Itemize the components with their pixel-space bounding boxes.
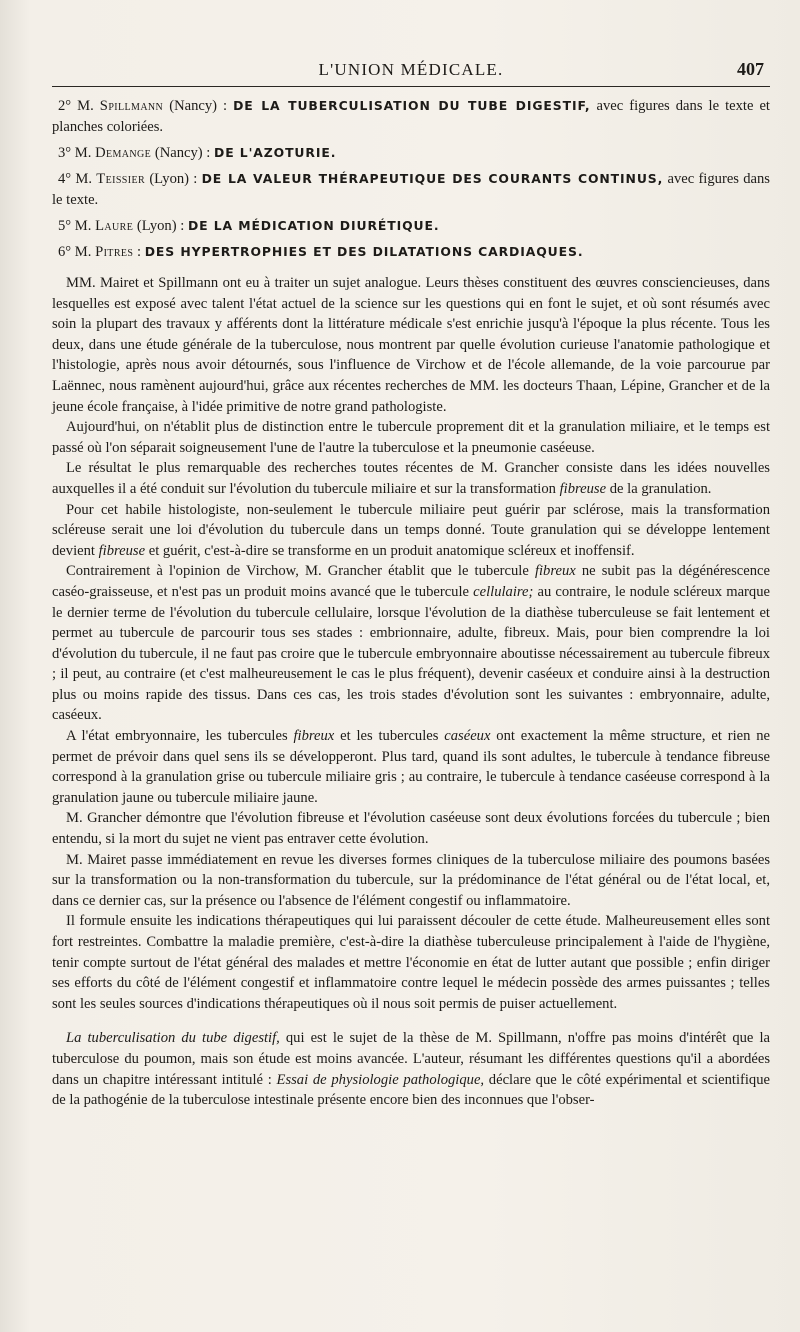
thesis-item-2 [52, 95, 770, 138]
paragraph [52, 500, 770, 562]
thesis-author: Pitres [95, 244, 134, 260]
thesis-place: (Lyon) : [136, 218, 185, 234]
text-run: ont exactement la même structure, et rien ne permet de prévoir dans quel sens ils se développeront. Plus tard, quand ils sont adultes, le tubercule à tendance fibreuse correspond à la granulation grise ou tubercule miliaire gris ; au contraire, le tubercule à tendance caséeuse correspond à la granulation jaune ou tubercule miliaire jaune. [52, 728, 770, 806]
paragraph: MM. Mairet et Spillmann ont eu à traiter un sujet analogue. Leurs thèses constituent des œuvres consciencieuses, dans lesquelles est exposé avec talent l'état actuel de la science sur les questions qui en font le sujet, et où sont résumés avec soin la plupart des travaux y afférents dont la littérature médicale s'est enrichie jusqu'à l'époque la plus récente. Tous les deux, dans une étude générale de la tuberculose, nous montrent par quelle évolution curieuse l'anatomie pathologique et l'histologie, après nous avoir détournés, sous l'influence de Virchow et de l'école allemande, de la voie parcourue par Laënnec, nous ramènent aujourd'hui, grâce aux récentes recherches de MM. les docteurs Thaan, Lépine, Grancher et de la jeune école française, à l'idée primitive de notre grand pathologiste. [52, 275, 770, 415]
thesis-note: avec figures dans le texte et planches coloriées. [52, 98, 770, 135]
thesis-author: Spillmann [99, 98, 164, 114]
thesis-title: DE LA VALEUR THÉRAPEUTIQUE DES COURANTS CONTINUS, [201, 171, 664, 186]
thesis-title: DE LA MÉDICATION DIURÉTIQUE. [187, 218, 440, 233]
thesis-author: Teissier [96, 171, 146, 187]
thesis-item-4 [52, 168, 770, 211]
italic-term: caséeux [444, 728, 491, 745]
paragraph [52, 1028, 770, 1110]
text-run: au contraire, le nodule scléreux marque le dernier terme de l'évolution du tubercule cellulaire, lorsque l'évolution de la diathèse tuberculeuse se fait lentement et permet au tubercule de parcourir tous ses stades : embrionnaire, adulte, fibreux. Mais, pour bien comprendre la loi d'évolution du tubercule, il ne faut pas croire que le tubercule embryonnaire aboutisse nécessairement au tubercule fibreux ; il peut, au contraire (et c'est malheureusement le cas le plus fréquent), devenir caséeux et conduire ainsi à la destruction plus ou moins rapide des tissus. Dans ces cas, les trois stades d'évolution sont les suivantes : embryonnaire, adulte, caséeux. [52, 583, 770, 724]
italic-term: La tuberculisation du tube digestif, [66, 1030, 280, 1047]
thesis-title: DE L'AZOTURIE. [214, 145, 337, 160]
thesis-number: 2° M. [58, 98, 94, 114]
thesis-item-6 [52, 241, 770, 263]
italic-term: fibreux [293, 728, 335, 745]
paragraph: Il formule ensuite les indications thérapeutiques qui lui paraissent découler de cette étude. Malheureusement elles sont fort restreintes. Combattre la maladie première, c'est-à-dire la diathèse tuberculeuse principalement à l'aide de l'hygiène, tenir compte surtout de l'état général des malades et mettre l'économie en état de lutter autant que possible ; enfin diriger ses efforts du côté de l'élément congestif et inflammatoire contre lequel le médecin possède des armes puissantes ; telles sont les seules sources d'indications thérapeutiques où il nous soit permis de puiser actuellement. [52, 913, 770, 1012]
italic-term: fibreux [534, 563, 576, 580]
text-run: et les tubercules [334, 728, 445, 745]
thesis-number: 3° M. [58, 145, 92, 161]
thesis-title: DE LA TUBERCULISATION DU TUBE DIGESTIF, [233, 98, 591, 113]
thesis-place: : [137, 244, 142, 260]
italic-term: cellulaire; [473, 583, 534, 600]
thesis-number: 4° M. [58, 171, 93, 187]
italic-term: fibreuse [559, 480, 607, 497]
thesis-author: Laure [95, 218, 134, 234]
thesis-place: (Lyon) : [149, 171, 198, 187]
thesis-item-3 [52, 142, 770, 164]
thesis-author: Demange [95, 145, 152, 161]
page-header [52, 56, 770, 87]
paragraph [52, 458, 770, 499]
text-run: ne subit pas la dégénérescence caséo-graisseuse, et n'est pas un produit moins avancé que le tubercule [52, 563, 770, 600]
paragraph [52, 561, 770, 726]
text-run: et guérit, c'est-à-dire se transforme en un produit anatomique scléreux et inoffensif. [145, 542, 635, 559]
italic-term: fibreuse [98, 542, 146, 559]
thesis-note: avec figures dans le texte. [52, 171, 770, 208]
text-run: de la granulation. [606, 480, 712, 497]
running-title: L'UNION MÉDICALE. [318, 60, 504, 79]
text-run: A l'état embryonnaire, les tubercules [66, 728, 294, 745]
text-run: déclare que le côté expérimental et scientifique de la pathogénie de la tuberculose intestinale présente encore bien des inconnues que l'obser- [52, 1071, 771, 1109]
text-run: Pour cet habile histologiste, non-seulement le tubercule miliaire peut guérir par sclérose, mais la transformation scléreuse serait une loi d'évolution du tubercule dans un temps donné. Toute granulation qui se développe lentement devient [52, 501, 770, 559]
thesis-list [52, 95, 770, 263]
italic-term: Essai de physiologie pathologique, [276, 1071, 485, 1088]
text-run: Le résultat le plus remarquable des recherches toutes récentes de M. Grancher consiste dans les idées nouvelles auxquelles il a été conduit sur l'évolution du tubercule miliaire et sur la transformation [52, 460, 770, 497]
thesis-place: (Nancy) : [154, 145, 211, 161]
thesis-number: 5° M. [58, 218, 92, 234]
thesis-number: 6° M. [58, 244, 92, 260]
page-number: 407 [737, 59, 764, 79]
text-run: qui est le sujet de la thèse de M. Spillmann, n'offre pas moins d'intérêt que la tuberculose du poumon, mais son étude est moins avancée. L'auteur, résumant les différentes questions qu'il a abordées dans un chapitre intéressant intitulé : [52, 1030, 770, 1088]
thesis-title: DES HYPERTROPHIES ET DES DILATATIONS CARDIAQUES. [144, 244, 584, 259]
text-run: Contrairement à l'opinion de Virchow, M. Grancher établit que le tubercule [66, 563, 535, 580]
thesis-place: (Nancy) : [169, 98, 228, 114]
thesis-item-5 [52, 215, 770, 237]
paragraph: M. Mairet passe immédiatement en revue les diverses formes cliniques de la tuberculose miliaire des poumons basées sur la transformation ou la non-transformation du tubercule, sur la prédominance de l'état général ou de l'état local, et, dans ce dernier cas, sur la présence ou l'absence de l'élément congestif ou inflammatoire. [52, 851, 770, 909]
paragraph [52, 726, 770, 808]
paragraph: M. Grancher démontre que l'évolution fibreuse et l'évolution caséeuse sont deux évolutions forcées du tubercule ; bien entendu, si la mort du sujet ne vient pas entraver cette évolution. [52, 810, 770, 848]
paragraph: Aujourd'hui, on n'établit plus de distinction entre le tubercule proprement dit et la granulation miliaire, et le temps est passé où l'on séparait soigneusement l'une de l'autre la tuberculose et la pneumonie caséeuse. [52, 419, 770, 456]
